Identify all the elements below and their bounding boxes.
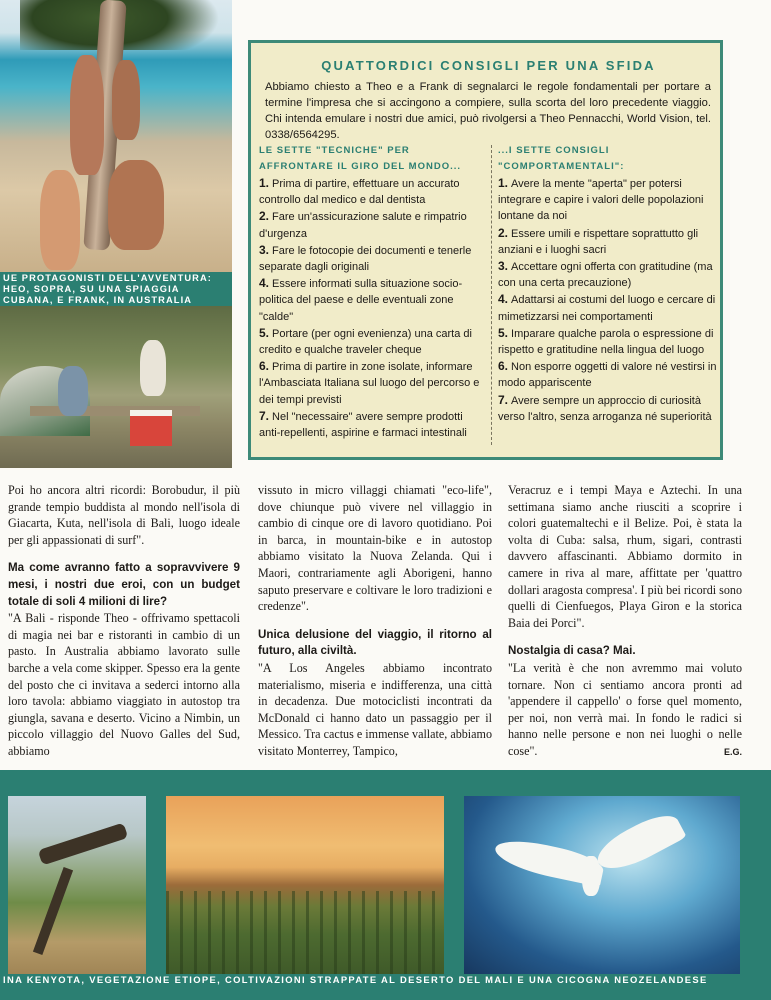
- tip-number: 6.: [498, 359, 509, 374]
- article-column-2: [258, 482, 492, 760]
- tip-number: 3.: [259, 242, 270, 257]
- article-paragraph: vissuto in micro villaggi chiamati "eco-life", dove chiunque può vivere nel villaggio in cambio di cinque ore di lavoro quotidiano. Poi in barca, in mountain-bike e in autostop abbiamo visitato la Nuova Zelanda. Qui i Maori, contrariamente agli Aborigeni, hanno saputo preservare e coltivare le loro tradizioni e credenze".: [258, 483, 492, 614]
- article-column-3: [508, 482, 742, 761]
- bottom-caption: INA KENYOTA, VEGETAZIONE ETIOPE, COLTIVAZIONI STRAPPATE AL DESERTO DEL MALI E UNA CICOGNA NEOZELANDESE: [3, 974, 708, 985]
- article-paragraph: "A Bali - risponde Theo - offrivamo spettacoli di magia nei bar e ristoranti in cambio di un pasto. In Australia abbiamo lavorato sulle barche a vela come skipper. Spesso era la gente del posto che ci invitava a sederci intorno alla loro tavola: abbiamo viaggiato in autostop tra giungla, savana e deserto. Vicino a Nimbin, un piccolo villaggio del Nuovo Galles del Sud, abbiamo: [8, 611, 240, 758]
- tip-item: [498, 358, 720, 391]
- article-paragraph: Poi ho ancora altri ricordi: Borobudur, il più grande tempio buddista al mondo nell'isola di Giacarta, Kuta, nell'isola di Bali, luogo ideale per gli appassionati di surf".: [8, 483, 240, 547]
- tip-item: [259, 208, 487, 241]
- tip-item: [498, 291, 720, 324]
- article-paragraph-text: "La verità è che non avremmo mai voluto tornare. Non ci sentiamo ancora pronti ad 'appendere il cappello' o forse quel momento, per noi, non verrà mai. In fondo le radici si hanno nelle persone e non nei luoghi o nelle cose".: [508, 660, 742, 758]
- tip-item: [498, 258, 720, 291]
- tip-item: [259, 408, 487, 441]
- box-intro: Abbiamo chiesto a Theo e a Frank di segnalarci le regole fondamentali per portare a termine l'impresa che si accingono a compiere, sulla scorta del loro precedente viaggio. Chi intenda emulare i nostri due amici, può rivolgersi a Theo Pennacchi, World Vision, tel. 0338/6564295.: [265, 81, 711, 141]
- tip-text: Prima di partire, effettuare un accurato controllo dal medico e dal dentista: [259, 178, 460, 207]
- tip-number: 5.: [259, 325, 270, 340]
- box-title: QUATTORDICI CONSIGLI PER UNA SFIDA: [321, 58, 656, 73]
- stork-photo: [464, 796, 740, 974]
- photo-caption-line: UE PROTAGONISTI DELL'AVVENTURA:: [3, 273, 212, 283]
- article-question: Nostalgia di casa? Mai.: [508, 644, 636, 658]
- tip-number: 5.: [498, 325, 509, 340]
- behavioral-tips-heading: ...I SETTE CONSIGLI "COMPORTAMENTALI":: [498, 145, 625, 172]
- article-paragraph: [508, 660, 742, 760]
- tip-number: 2.: [259, 209, 270, 224]
- tip-number: 6.: [259, 359, 270, 374]
- tip-text: Essere umili e rispettare soprattutto gli anziani e i luoghi sacri: [498, 227, 699, 256]
- article-paragraph: "A Los Angeles abbiamo incontrato materialismo, miseria e indifferenza, una città in decadenza. Due motociclisti incontrati da McDonald ci hanno dato un passaggio per il Messico. Tra cactus e immense vallate, abbiamo visitato Monterrey, Tampico,: [258, 660, 492, 758]
- photo-caption: [0, 272, 232, 306]
- tip-text: Essere informati sulla situazione socio-politica del paese e delle eventuali zone "calde": [259, 278, 463, 323]
- tip-text: Avere la mente "aperta" per potersi integrare e capire i valori delle popolazioni lontane da noi: [498, 178, 704, 223]
- tip-text: Fare le fotocopie dei documenti e tenerle separate dagli originali: [259, 244, 472, 274]
- tip-item: [498, 325, 720, 358]
- tip-text: Avere sempre un approccio di curiosità verso l'altro, senza arroganza né superiorità: [498, 394, 712, 423]
- photo-caption-line: CUBANA, E FRANK, IN AUSTRALIA: [3, 295, 193, 305]
- behavioral-tips-list: [498, 175, 720, 425]
- tip-number: 7.: [259, 408, 270, 423]
- camp-photo: [0, 306, 232, 468]
- tips-box: [248, 40, 723, 460]
- tip-text: Portare (per ogni evenienza) una carta di credito e qualche traveler cheque: [259, 327, 472, 357]
- beach-photo: [0, 0, 232, 272]
- tip-number: 1.: [498, 176, 509, 190]
- tip-text: Fare un'assicurazione salute e rimpatrio d'urgenza: [259, 211, 467, 240]
- tip-item: [259, 275, 487, 325]
- tip-number: 4.: [498, 292, 509, 307]
- tip-text: Imparare qualche parola o espressione di rispetto e gratitudine nella lingua del luogo: [498, 327, 714, 357]
- technical-tips-list: [259, 175, 487, 441]
- tip-text: Accettare ogni offerta con gratitudine (ma con una certa precauzione): [498, 261, 713, 290]
- tip-item: [259, 242, 487, 275]
- tip-item: [259, 358, 487, 408]
- tip-text: Prima di partire in zone isolate, informare l'Ambasciata Italiana sul luogo del percorso e dei tempi previsti: [259, 361, 480, 406]
- tip-item: [498, 175, 720, 225]
- article-question: Unica delusione del viaggio, il ritorno al futuro, alla civiltà.: [258, 627, 492, 658]
- tip-item: [498, 392, 720, 425]
- tip-number: 1.: [259, 176, 270, 190]
- tip-number: 3.: [498, 259, 509, 274]
- tip-text: Nel "necessaire" avere sempre prodotti anti-repellenti, aspirine e farmaci intestinali: [259, 410, 467, 440]
- article-column-1: [8, 482, 240, 760]
- tip-item: [498, 225, 720, 258]
- technical-tips-heading: LE SETTE "TECNICHE" PER AFFRONTARE IL GIRO DEL MONDO...: [259, 145, 461, 172]
- tree-photo: [8, 796, 146, 974]
- technical-tips-column: [259, 143, 487, 441]
- behavioral-tips-column: [498, 143, 720, 425]
- article-question: Ma come avranno fatto a sopravvivere 9 mesi, i nostri due eroi, con un budget totale di soli 4 milioni di lire?: [8, 561, 240, 608]
- column-divider: [491, 145, 492, 445]
- tip-number: 7.: [498, 392, 509, 407]
- tip-text: Non esporre oggetti di valore né vestirsi in modo appariscente: [498, 361, 717, 390]
- author-signature: E.G.: [723, 746, 742, 757]
- bottom-photo-band: [0, 770, 771, 1000]
- tip-number: 4.: [259, 276, 270, 291]
- tip-item: [259, 325, 487, 358]
- desert-photo: [166, 796, 444, 974]
- article-paragraph: Veracruz e i tempi Maya e Aztechi. In una settimana siamo anche riusciti a scoprire i colori guatemaltechi e il Belize. Poi, è stata la volta di Cuba: salsa, rhum, sigari, contrasti davvero affascinanti. Abbiamo dormito in camere in riva al mare, affittate per 'quattro dollari aragosta compresa'. I più bei ricordi sono quelli di Cienfuegos, Playa Giron e la storica Baia dei Porci".: [508, 483, 742, 630]
- tip-item: [259, 175, 487, 208]
- tip-number: 2.: [498, 225, 509, 240]
- tip-text: Adattarsi ai costumi del luogo e cercare di mimetizzarsi nei comportamenti: [498, 294, 716, 323]
- photo-caption-line: HEO, SOPRA, SU UNA SPIAGGIA: [3, 284, 180, 294]
